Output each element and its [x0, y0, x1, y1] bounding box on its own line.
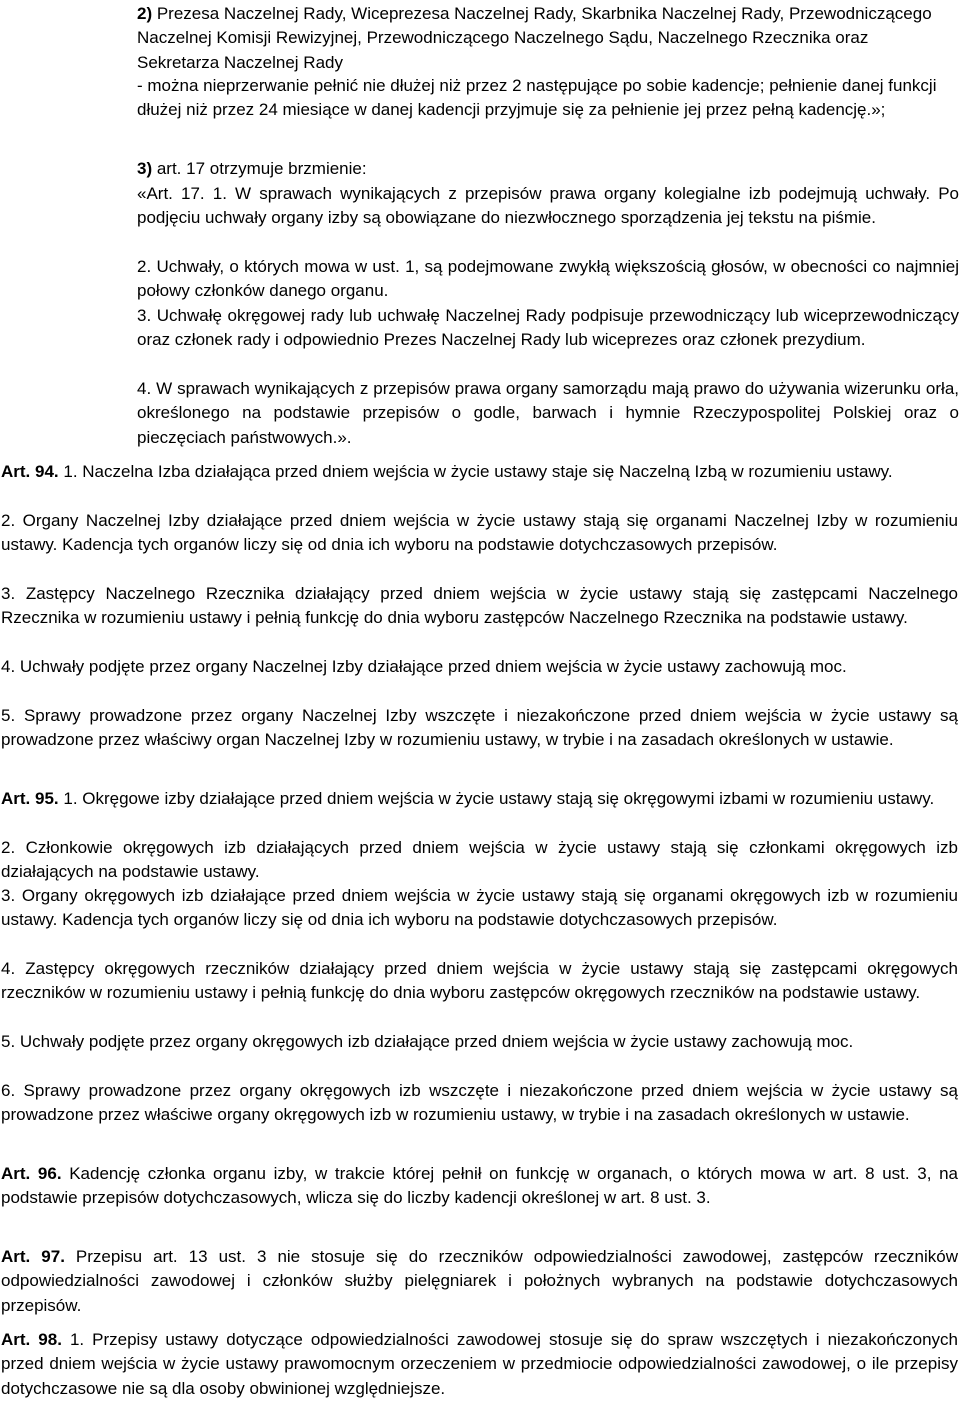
art-17-para-2 — [137, 255, 959, 304]
item-2-heading — [137, 2, 945, 75]
paragraph-text: 6. Sprawy prowadzone przez organy okręgowych izb wszczęte i niezakończone przed dniem wejścia w życie ustawy są prowadzone przez właściwe organy okręgowych izb w rozumieniu ustawy, w trybie i na zasadach określonych w ustawie. — [1, 1081, 958, 1125]
paragraph-text: 1. Przepisy ustawy dotyczące odpowiedzialności zawodowej stosuje się do spraw wszczętych i niezakończonych przed dniem wejścia w życie ustawy prawomocnym orzeczeniem w przedmiocie odpowiedzialności zawodowej, o ile przepisy dotychczasowe nie są dla osoby obwinionej względniejsze. — [1, 1330, 958, 1398]
art-94-para-4 — [1, 655, 958, 679]
item-number: 2) — [137, 4, 153, 23]
paragraph-text: 2. Organy Naczelnej Izby działające przed dniem wejścia w życie ustawy stają się organami Naczelnej Izby w rozumieniu ustawy. Kadencja tych organów liczy się od dnia ich wyboru na podstawie dotychczasowych przepisów. — [1, 511, 958, 555]
paragraph-text: Przepisu art. 13 ust. 3 nie stosuje się do rzeczników odpowiedzialności zawodowej, zastępców rzeczników odpowiedzialności zawodowej i członków służby pielęgniarek i położnych wybranych na podstawie dotychczasowych przepisów. — [1, 1247, 958, 1315]
item-3-heading — [137, 157, 945, 181]
art-95-para-5 — [1, 1030, 958, 1054]
paragraph-text: 1. Naczelna Izba działająca przed dniem wejścia w życie ustawy staje się Naczelną Izbą w rozumieniu ustawy. — [58, 462, 893, 481]
article-number: Art. 97. — [1, 1247, 65, 1266]
art-94-para-2 — [1, 509, 958, 558]
art-95-para-3 — [1, 884, 958, 933]
art-96 — [1, 1162, 958, 1211]
paragraph-text: 2. Członkowie okręgowych izb działających przed dniem wejścia w życie ustawy stają się członkami okręgowych izb działających na podstawie ustawy. — [1, 838, 958, 882]
paragraph-text: - można nieprzerwanie pełnić nie dłużej niż przez 2 następujące po sobie kadencje; pełnienie danej funkcji dłużej niż przez 24 miesiące w danej kadencji przyjmuje się za pełnienie jej przez pełną kadencję.»; — [137, 76, 937, 120]
article-number: Art. 96. — [1, 1164, 62, 1183]
paragraph-text: 2. Uchwały, o których mowa w ust. 1, są podejmowane zwykłą większością głosów, w obecności co najmniej połowy członków danego organu. — [137, 257, 959, 301]
art-95-para-1 — [1, 787, 958, 811]
term-limit-paragraph — [137, 74, 959, 123]
paragraph-text: 1. Okręgowe izby działające przed dniem wejścia w życie ustawy stają się okręgowymi izbami w rozumieniu ustawy. — [58, 789, 935, 808]
art-94-para-5 — [1, 704, 958, 753]
art-98-para-1 — [1, 1328, 958, 1401]
art-17-para-3 — [137, 304, 959, 353]
item-text: art. 17 otrzymuje brzmienie: — [152, 159, 367, 178]
item-text: Prezesa Naczelnej Rady, Wiceprezesa Naczelnej Rady, Skarbnika Naczelnej Rady, Przewodniczącego Naczelnej Komisji Rewizyjnej, Przewodniczącego Naczelnego Sądu, Naczelnego Rzecznika oraz Sekretarza Naczelnej Rady — [137, 4, 932, 72]
paragraph-text: 4. Uchwały podjęte przez organy Naczelnej Izby działające przed dniem wejścia w życie ustawy zachowują moc. — [1, 657, 847, 676]
article-number: Art. 98. — [1, 1330, 62, 1349]
paragraph-text: 3. Zastępcy Naczelnego Rzecznika działający przed dniem wejścia w życie ustawy stają się zastępcami Naczelnego Rzecznika w rozumieniu ustawy i pełnią funkcję do dnia wyboru zastępców Naczelnego Rzecznika na podstawie ustawy. — [1, 584, 958, 628]
paragraph-text: 4. Zastępcy okręgowych rzeczników działający przed dniem wejścia w życie ustawy stają się zastępcami okręgowych rzeczników w rozumieniu ustawy i pełnią funkcję do dnia wyboru zastępców okręgowych rzeczników na podstawie ustawy. — [1, 959, 958, 1003]
art-97 — [1, 1245, 958, 1318]
paragraph-text: 3. Uchwałę okręgowej rady lub uchwałę Naczelnej Rady podpisuje przewodniczący lub wiceprzewodniczący oraz członek rady i odpowiednio Prezes Naczelnej Rady lub wiceprezes oraz członek prezydium. — [137, 306, 959, 350]
art-95-para-2 — [1, 836, 958, 885]
art-94-para-1 — [1, 460, 958, 484]
article-number: Art. 94. — [1, 462, 59, 481]
item-number: 3) — [137, 159, 153, 178]
paragraph-text: 3. Organy okręgowych izb działające przed dniem wejścia w życie ustawy stają się organami okręgowych izb w rozumieniu ustawy. Kadencja tych organów liczy się od dnia ich wyboru na podstawie dotychczasowych przepisów. — [1, 886, 958, 930]
paragraph-text: 5. Sprawy prowadzone przez organy Naczelnej Izby wszczęte i niezakończone przed dniem wejścia w życie ustawy są prowadzone przez właściwy organ Naczelnej Izby w rozumieniu ustawy, w trybie i na zasadach określonych w ustawie. — [1, 706, 958, 750]
paragraph-text: 5. Uchwały podjęte przez organy okręgowych izb działające przed dniem wejścia w życie ustawy zachowują moc. — [1, 1032, 854, 1051]
paragraph-text: 4. W sprawach wynikających z przepisów prawa organy samorządu mają prawo do używania wizerunku orła, określonego na podstawie przepisów o godle, barwach i hymnie Rzeczypospolitej Polskiej oraz o pieczęciach państwowych.». — [137, 379, 959, 447]
art-17-para-1 — [137, 182, 959, 231]
paragraph-text: Kadencję członka organu izby, w trakcie której pełnił on funkcję w organach, o których mowa w art. 8 ust. 3, na podstawie przepisów dotychczasowych, wlicza się do liczby kadencji określonej w art. 8 ust. 3. — [1, 1164, 958, 1208]
art-94-para-3 — [1, 582, 958, 631]
art-95-para-4 — [1, 957, 958, 1006]
art-17-para-4 — [137, 377, 959, 450]
art-95-para-6 — [1, 1079, 958, 1128]
paragraph-text: «Art. 17. 1. W sprawach wynikających z przepisów prawa organy kolegialne izb podejmują uchwały. Po podjęciu uchwały organy izby są obowiązane do niezwłocznego sporządzenia jej tekstu na piśmie. — [137, 184, 959, 228]
article-number: Art. 95. — [1, 789, 59, 808]
